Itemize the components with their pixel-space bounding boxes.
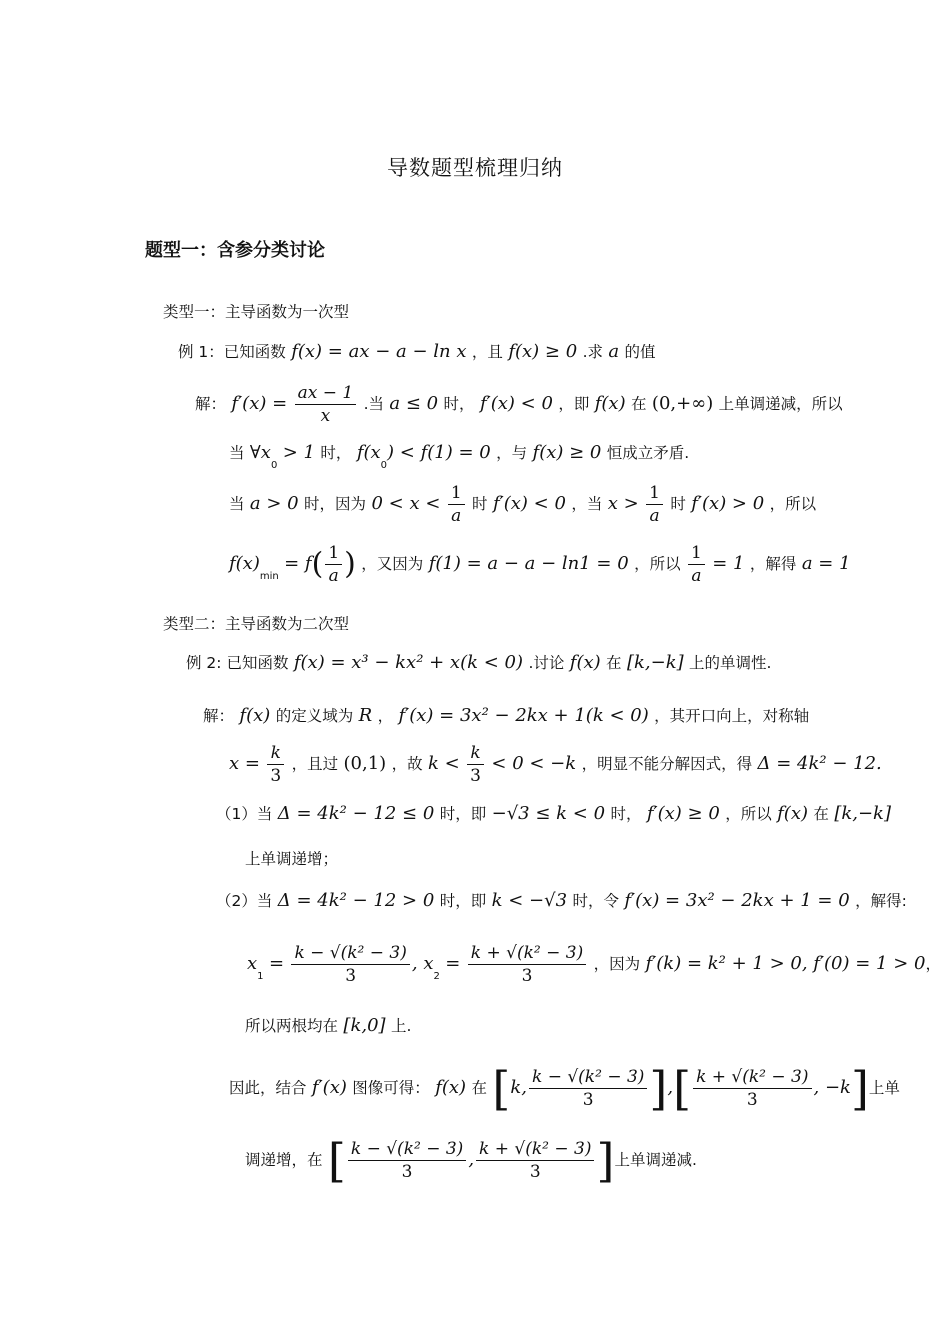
fraction-denominator: 3 — [270, 766, 282, 786]
math: x > — [607, 493, 639, 514]
bracket-left: [ — [327, 1133, 346, 1188]
math: f(x) — [435, 1077, 467, 1098]
text: （1）当 — [216, 805, 273, 823]
equals: = — [268, 953, 285, 974]
ex2-label: 例 2: 已知函数 — [186, 654, 289, 672]
text: ，与 — [496, 444, 528, 462]
text: ， — [377, 707, 394, 725]
subscript: 0 — [270, 460, 278, 471]
text: 上单调递减，所以 — [718, 395, 843, 413]
math: f(x) — [594, 393, 626, 414]
case1-line — [216, 801, 891, 827]
fraction-denominator: 3 — [746, 1090, 758, 1110]
fraction-denominator: 3 — [582, 1090, 594, 1110]
math: f(1) = a − a − ln1 = 0 — [428, 553, 629, 574]
text: ，解得: — [855, 892, 907, 910]
text: 上的单调性. — [689, 654, 772, 672]
fraction-numerator: k − √(k² − 3) — [529, 1066, 647, 1089]
math: x = — [229, 753, 260, 774]
text: .当 — [363, 395, 385, 413]
ex1-ask-var: a — [608, 341, 620, 362]
fraction-one-over-a — [688, 542, 705, 587]
math: x — [247, 953, 258, 974]
bracket-right: ] — [850, 1061, 869, 1116]
text: ，且过 — [291, 755, 339, 773]
text: 解： — [203, 707, 235, 725]
math: , −k — [813, 1077, 851, 1098]
text: 时，即 — [439, 805, 487, 823]
text: .讨论 — [528, 654, 565, 672]
fraction-numerator: k + √(k² − 3) — [468, 942, 586, 965]
example1-line — [178, 339, 656, 365]
sol1-line3 — [229, 482, 816, 527]
text: ，当 — [571, 495, 603, 513]
equals: = — [445, 953, 461, 974]
ex1-label: 例 1：已知函数 — [178, 343, 286, 361]
bracket-right: ] — [596, 1133, 615, 1188]
fraction-numerator: k + √(k² − 3) — [693, 1066, 811, 1089]
root1-fraction — [348, 1138, 466, 1183]
text: 当 — [229, 495, 245, 513]
math: −√3 ≤ k < 0 — [491, 803, 606, 824]
type2-heading: 类型二：主导函数为二次型 — [163, 615, 350, 633]
fraction-denominator: 3 — [529, 1162, 541, 1182]
fraction-denominator: 3 — [470, 766, 481, 786]
fraction-denominator: 3 — [401, 1162, 413, 1182]
subscript: 1 — [257, 971, 264, 982]
paren-right: ) — [344, 546, 356, 582]
sol1-line4 — [229, 542, 851, 590]
math: f′(x) = 3x² − 2kx + 1(k < 0) — [398, 705, 649, 726]
fraction-numerator: k — [467, 742, 484, 765]
fraction-numerator: 1 — [448, 482, 465, 505]
fraction-one-over-a — [448, 482, 465, 527]
math: , x — [411, 953, 434, 974]
math: k, — [510, 1077, 527, 1098]
fraction-denominator: a — [328, 566, 339, 586]
text: ，其开口向上，对称轴 — [654, 707, 810, 725]
text: 在 — [606, 654, 622, 672]
text: 当 — [229, 444, 245, 462]
math: f′(x) — [311, 1077, 347, 1098]
math: > 1 — [282, 442, 315, 463]
subscript: 2 — [433, 971, 440, 982]
text: ，所以 — [769, 495, 817, 513]
text: 上单调递减. — [614, 1151, 697, 1169]
math: f(x) — [777, 803, 808, 824]
math: (0,+∞) — [651, 393, 714, 414]
math: ) < f(1) = 0 — [387, 442, 491, 463]
conclusion-line — [229, 1061, 900, 1116]
fraction-numerator: ax − 1 — [295, 382, 357, 405]
fraction-numerator: 1 — [646, 482, 663, 505]
text: ，即 — [558, 395, 590, 413]
text: 时，即 — [439, 892, 487, 910]
fraction-k-over-3 — [267, 742, 284, 787]
sol1-derivative: f′(x) = — [231, 393, 288, 414]
root2-fraction — [693, 1066, 811, 1111]
math: Δ = 4k² − 12 — [757, 753, 877, 774]
subscript: min — [259, 571, 279, 582]
comma: , — [667, 1077, 674, 1098]
math: f′(x) = 3x² − 2kx + 1 = 0 — [624, 890, 850, 911]
ex1-ask: .求 — [582, 343, 603, 361]
case2-line — [216, 888, 907, 914]
math: f′(k) = k² + 1 > 0, f′(0) = 1 > 0 — [645, 953, 926, 974]
text: 时， — [610, 805, 642, 823]
sol1-line1 — [195, 382, 843, 427]
math: a > 0 — [249, 493, 299, 514]
text: 上单 — [868, 1079, 900, 1097]
math: a ≤ 0 — [389, 393, 439, 414]
math: (0,1) — [343, 753, 387, 774]
fraction-denominator: a — [691, 566, 702, 586]
text: 时， — [443, 395, 475, 413]
text: ，所以 — [725, 805, 772, 823]
math: f(x) ≥ 0 — [532, 442, 602, 463]
ex2-function: f(x) = x³ − kx² + x(k < 0) — [293, 652, 524, 673]
fraction-denominator: a — [451, 506, 462, 526]
fraction-k-over-3 — [467, 742, 484, 787]
math: Δ = 4k² − 12 ≤ 0 — [277, 803, 435, 824]
math: = f — [284, 553, 312, 574]
bracket-right: ] — [649, 1061, 668, 1116]
comma: , — [468, 1149, 475, 1170]
fraction-denominator: 3 — [345, 966, 357, 986]
math: f′(x) < 0 — [479, 393, 553, 414]
math: f(x) — [229, 553, 260, 574]
ex1-function: f(x) = ax − a − ln x — [291, 341, 467, 362]
text: 时，因为 — [304, 495, 367, 513]
fraction-one-over-a — [325, 542, 342, 587]
fraction-numerator: 1 — [688, 542, 705, 565]
text: ，所以 — [634, 555, 681, 573]
math: = 1 — [712, 553, 745, 574]
math: k < — [428, 753, 460, 774]
text: 时 — [472, 495, 488, 513]
fraction-numerator: k + √(k² − 3) — [476, 1138, 594, 1161]
sol2-line2 — [229, 742, 882, 787]
math: f(x — [356, 442, 381, 463]
math: f(x) — [569, 652, 601, 673]
ex1-condition: f(x) ≥ 0 — [508, 341, 578, 362]
fraction-numerator: k — [267, 742, 284, 765]
math: . — [876, 753, 882, 774]
roots-line — [247, 942, 941, 990]
text: ，故 — [391, 755, 423, 773]
math: [k,−k] — [626, 652, 684, 673]
text: 时， — [320, 444, 352, 462]
sol2-line1 — [203, 703, 809, 729]
math: 0 < x < — [371, 493, 441, 514]
root1-fraction — [291, 942, 409, 987]
text: 在 — [631, 395, 647, 413]
ex1-ask-end: 的值 — [624, 343, 656, 361]
sol1-lead: 解： — [195, 395, 227, 413]
math: f′(x) ≥ 0 — [646, 803, 720, 824]
fraction-denominator: 3 — [521, 966, 533, 986]
text: 时 — [670, 495, 686, 513]
text: 图像可得： — [352, 1079, 430, 1097]
math: < 0 < −k — [491, 753, 577, 774]
text: 恒成立矛盾. — [606, 444, 690, 462]
ex1-cond-text: ，且 — [471, 343, 503, 361]
math: f′(x) > 0 — [691, 493, 765, 514]
math: Δ = 4k² − 12 > 0 — [277, 890, 435, 911]
text: 在 — [471, 1079, 487, 1097]
root1-fraction — [529, 1066, 647, 1111]
math: R — [358, 705, 373, 726]
bracket-left: [ — [492, 1061, 511, 1116]
math: a = 1 — [801, 553, 851, 574]
sol1-fraction — [295, 382, 357, 427]
sol1-line2 — [229, 440, 689, 479]
text: ，明显不能分解因式，得 — [581, 755, 753, 773]
fraction-numerator: 1 — [325, 542, 342, 565]
math: ∀x — [249, 442, 271, 463]
math: f′(x) < 0 — [492, 493, 566, 514]
math: k < −√3 — [491, 890, 568, 911]
text: ，因为 — [593, 955, 641, 973]
text: 所以两根均在 — [245, 1017, 339, 1035]
type1-heading: 类型一：主导函数为一次型 — [163, 303, 350, 321]
paren-left: ( — [311, 546, 324, 582]
root2-fraction — [468, 942, 586, 987]
text: 在 — [813, 805, 829, 823]
fraction-numerator: k − √(k² − 3) — [291, 942, 409, 965]
text: 的定义域为 — [275, 707, 354, 725]
fraction-denominator: x — [320, 406, 331, 426]
final-line — [245, 1133, 697, 1188]
text: ， — [925, 955, 941, 973]
math: [k,−k] — [834, 803, 891, 824]
math: f(x) — [239, 705, 271, 726]
math: [k,0] — [343, 1015, 386, 1036]
fraction-numerator: k − √(k² − 3) — [348, 1138, 466, 1161]
text: ，又因为 — [361, 555, 424, 573]
bracket-left: [ — [673, 1061, 692, 1116]
text: （2）当 — [216, 892, 273, 910]
text: 因此，结合 — [229, 1079, 307, 1097]
subscript: 0 — [380, 460, 388, 471]
root2-fraction — [476, 1138, 594, 1183]
text: 时，令 — [572, 892, 619, 910]
fraction-denominator: a — [649, 506, 660, 526]
text: 上. — [390, 1017, 412, 1035]
page-title: 导数题型梳理归纳 — [387, 156, 563, 180]
both-roots-line — [245, 1013, 411, 1039]
fraction-one-over-a — [646, 482, 663, 527]
example2-line — [186, 650, 771, 676]
text: ，解得 — [749, 555, 797, 573]
case1-continuation: 上单调递增； — [245, 850, 339, 868]
section-heading: 题型一：含参分类讨论 — [145, 240, 325, 261]
text: 调递增，在 — [245, 1151, 323, 1169]
